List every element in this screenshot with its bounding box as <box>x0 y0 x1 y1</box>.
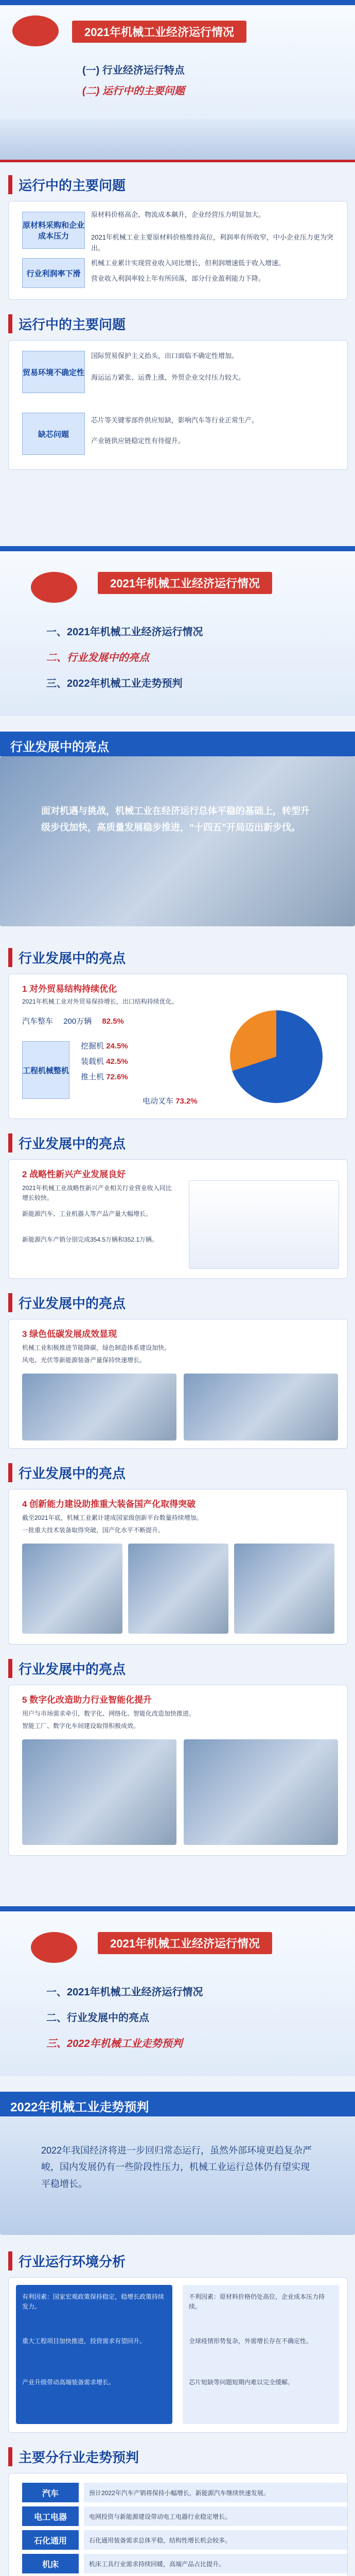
agenda2-title: 2021年机械工业经济运行情况 <box>98 1932 272 1954</box>
digital-subtitle: 5 数字化改造助力行业智能化提升 <box>22 1695 152 1705</box>
agenda-item-1: 一、2021年机械工业经济运行情况 <box>46 626 203 638</box>
cover-title-wrap <box>72 21 246 43</box>
highlights-heading: 行业发展中的亮点 <box>10 740 109 754</box>
trade-pie-graphic <box>230 1010 323 1103</box>
outlook-bar <box>0 2092 355 2116</box>
problem-text-3a: 国际贸易保护主义抬头，出口面临不确定性增加。 <box>91 352 239 360</box>
outlook-hero <box>0 2116 355 2235</box>
agenda2-panel <box>0 1911 355 2076</box>
digital-image-1 <box>22 1739 176 1845</box>
env-right-3: 芯片短缺等问题短期内难以完全缓解。 <box>189 2379 294 2386</box>
outlook-heading: 2022年机械工业走势预判 <box>10 2100 149 2114</box>
trade-group-label: 工程机械整机 <box>22 1041 69 1099</box>
top-bar <box>0 0 355 5</box>
trade-pct-2: 42.5% <box>106 1057 128 1066</box>
highlights-bar <box>0 732 355 756</box>
cover-item-1: (一) 行业经济运行特点 <box>82 65 185 76</box>
problem-label-2: 行业利润率下滑 <box>22 258 85 288</box>
sub-text-3: 机床工具行业需求持续回暖，高端产品占比提升。 <box>84 2554 347 2573</box>
agenda-bar <box>0 546 355 551</box>
innovation-card <box>8 1489 348 1645</box>
green-line-2: 风电、光伏等新能源装备产量保持快速增长。 <box>22 1357 146 1364</box>
env-right-box <box>183 2285 339 2424</box>
problem-label-4: 缺芯问题 <box>22 413 85 455</box>
emerging-chart-image <box>189 1180 339 1269</box>
cover-item-2: (二) 运行中的主要问题 <box>82 86 185 97</box>
env-right-2: 全球疫情形势复杂，外需增长存在不确定性。 <box>189 2337 313 2345</box>
agenda-title: 2021年机械工业经济运行情况 <box>98 572 272 594</box>
innovation-subtitle: 4 创新能力建设助推重大装备国产化取得突破 <box>22 1499 196 1509</box>
env-left-1: 有利因素：国家宏观政策保持稳定，稳增长政策持续发力。 <box>22 2293 165 2311</box>
agenda-logo-icon <box>31 572 77 603</box>
sub-text-0: 预计2022年汽车产销将保持小幅增长，新能源汽车继续快速发展。 <box>84 2483 347 2502</box>
green-subtitle: 3 绿色低碳发展成效显现 <box>22 1329 117 1339</box>
cover-panel <box>0 5 355 160</box>
sub-label-3: 机床 <box>22 2554 79 2573</box>
emerging-card <box>8 1159 348 1279</box>
agenda2-item-3: 三、2022年机械工业走势预判 <box>46 2038 183 2049</box>
trade-name-3: 推土机 <box>81 1073 104 1081</box>
trade-name-0: 汽车整车 <box>22 1017 54 1026</box>
trade-row-2 <box>81 1056 128 1066</box>
emerging-line-3: 新能源汽车产销分别完成354.5万辆和352.1万辆。 <box>22 1236 158 1243</box>
logo-icon <box>12 15 59 46</box>
digital-card <box>8 1685 348 1856</box>
digital-line-1: 用户与市场需求牵引，数字化、网络化、智能化改造加快推进。 <box>22 1710 196 1717</box>
trade-card <box>8 974 348 1119</box>
problem-card-2 <box>8 340 348 470</box>
problem-text-2b: 营业收入利润率较上年有所回落，部分行业盈利能力下降。 <box>91 275 265 282</box>
skyline-decoration <box>0 118 355 160</box>
green-image-2 <box>184 1374 338 1440</box>
green-card <box>8 1319 348 1449</box>
agenda-item-3: 三、2022年机械工业走势预判 <box>46 678 183 689</box>
env-right-1: 不利因素：原材料价格仍处高位，企业成本压力持续。 <box>189 2293 325 2311</box>
trade-row-0 <box>22 1015 124 1026</box>
problem-text-1b: 2021年机械工业主要原材料价格维持高位，利润率有所收窄，中小企业压力更为突出。 <box>91 233 333 252</box>
highlights-heading-5: 行业发展中的亮点 <box>8 1463 126 1482</box>
divider <box>0 160 355 162</box>
innovation-image-2 <box>128 1544 228 1634</box>
trade-pct-4: 73.2% <box>175 1097 198 1106</box>
sub-heading: 主要分行业走势预判 <box>8 2447 139 2466</box>
problem-label-1: 原材料采购和企业成本压力 <box>22 212 85 249</box>
sub-label-0: 汽车 <box>22 2483 79 2502</box>
sub-label-2: 石化通用 <box>22 2530 79 2550</box>
trade-name-1: 挖掘机 <box>81 1042 104 1050</box>
highlights-heading-2: 行业发展中的亮点 <box>8 948 126 967</box>
problem-text-1a: 原材料价格高企、物流成本飙升，企业经营压力明显加大。 <box>91 211 265 218</box>
digital-image-2 <box>184 1739 338 1845</box>
trade-value-0: 200万辆 <box>63 1017 92 1026</box>
innovation-line-1: 截至2021年底，机械工业累计建成国家级创新平台数量持续增加。 <box>22 1514 203 1521</box>
agenda2-title-wrap <box>98 1932 272 1954</box>
trade-name-4: 电动叉车 <box>143 1097 174 1106</box>
trade-desc: 2021年机械工业对外贸易保持增长，出口结构持续优化。 <box>22 998 178 1005</box>
trade-name-2: 装载机 <box>81 1057 104 1066</box>
highlights-heading-4: 行业发展中的亮点 <box>8 1293 126 1312</box>
agenda2-bar <box>0 1906 355 1911</box>
agenda-title-wrap <box>98 572 272 594</box>
highlights-heading-6: 行业发展中的亮点 <box>8 1659 126 1678</box>
trade-row-4 <box>143 1095 198 1106</box>
agenda2-logo-icon <box>31 1932 77 1963</box>
emerging-subtitle: 2 战略性新兴产业发展良好 <box>22 1170 126 1179</box>
innovation-line-2: 一批重大技术装备取得突破，国产化水平不断提升。 <box>22 1527 165 1534</box>
trade-pct-1: 24.5% <box>106 1042 128 1050</box>
trade-subtitle: 1 对外贸易结构持续优化 <box>22 984 117 994</box>
sub-card <box>8 2473 348 2576</box>
cover-title: 2021年机械工业经济运行情况 <box>72 21 246 43</box>
green-image-1 <box>22 1374 176 1440</box>
problem-text-4b: 产业链供应链稳定性有待提升。 <box>91 437 185 445</box>
trade-pct-0: 82.5% <box>102 1017 124 1026</box>
agenda2-item-1: 一、2021年机械工业经济运行情况 <box>46 1987 203 1998</box>
env-left-3: 产业升级带动高端装备需求增长。 <box>22 2379 115 2386</box>
problem-text-2a: 机械工业累计实现营业收入同比增长，但利润增速低于收入增速。 <box>91 259 286 267</box>
emerging-line-1: 2021年机械工业战略性新兴产业相关行业营业收入同比增长较快。 <box>22 1184 172 1202</box>
sub-label-1: 电工电器 <box>22 2506 79 2526</box>
problems-heading: 运行中的主要问题 <box>8 175 126 194</box>
highlights-hero-image <box>0 756 355 926</box>
agenda-panel <box>0 551 355 716</box>
problem-card-1 <box>8 201 348 300</box>
outlook-intro: 2022年我国经济将进一步回归常态运行，虽然外部环境更趋复杂严峻，国内发展仍有一些阶段性压力，机械工业运行总体仍有望实现平稳增长。 <box>41 2145 312 2189</box>
env-left-box <box>16 2285 172 2424</box>
problem-text-3b: 海运运力紧张、运费上涨，外贸企业交付压力较大。 <box>91 374 245 381</box>
trade-pct-3: 72.6% <box>106 1073 128 1081</box>
env-left-2: 重大工程项目加快推进，投资需求有望回升。 <box>22 2337 146 2345</box>
problems-heading-2: 运行中的主要问题 <box>8 314 126 333</box>
trade-row-3 <box>81 1071 128 1082</box>
highlights-heading-3: 行业发展中的亮点 <box>8 1133 126 1153</box>
agenda2-item-2: 二、行业发展中的亮点 <box>46 2012 149 2024</box>
innovation-image-1 <box>22 1544 122 1634</box>
agenda-item-2: 二、行业发展中的亮点 <box>46 652 149 664</box>
emerging-line-2: 新能源汽车、工业机器人等产品产量大幅增长。 <box>22 1210 152 1217</box>
env-heading: 行业运行环境分析 <box>8 2251 126 2270</box>
trade-row-1 <box>81 1040 128 1051</box>
sub-text-2: 石化通用装备需求总体平稳，结构性增长机会较多。 <box>84 2530 347 2550</box>
innovation-image-3 <box>234 1544 334 1634</box>
digital-line-2: 智能工厂、数字化车间建设取得积极成效。 <box>22 1722 140 1730</box>
problem-label-3: 贸易环境不确定性 <box>22 351 85 393</box>
env-card <box>8 2277 348 2433</box>
problem-text-4a: 芯片等关键零部件供应短缺，影响汽车等行业正常生产。 <box>91 416 259 424</box>
sub-text-1: 电网投资与新能源建设带动电工电器行业稳定增长。 <box>84 2506 347 2526</box>
highlights-intro: 面对机遇与挑战，机械工业在经济运行总体平稳的基础上，转型升级步伐加快，高质量发展稳步推进，“十四五”开局迈出新步伐。 <box>41 806 310 833</box>
green-line-1: 机械工业积极推进节能降碳，绿色制造体系建设加快。 <box>22 1344 171 1351</box>
